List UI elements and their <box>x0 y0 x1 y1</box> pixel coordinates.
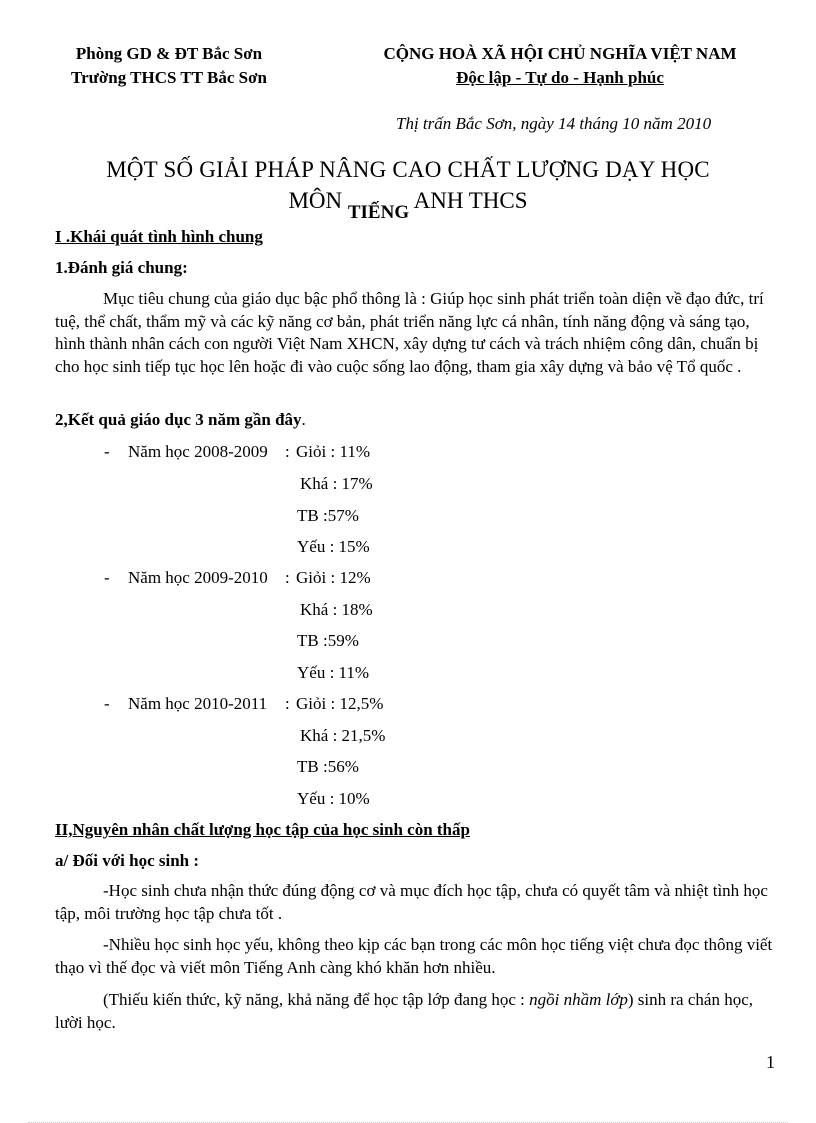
result-gioi: Giỏi : 11% <box>296 442 370 461</box>
result-kha: Khá : 17% <box>300 474 373 493</box>
year-separator: : <box>285 568 290 587</box>
section2-paragraph-1: -Học sinh chưa nhận thức đúng động cơ và mục đích học tập, chưa có quyết tâm và nhiệt tình học tập, môi trường học tập chưa tốt . <box>55 881 768 923</box>
section1-sub1-paragraph: Mục tiêu chung của giáo dục bậc phổ thông là : Giúp học sinh phát triển toàn diện về đạo đức, trí tuệ, thể chất, thẩm mỹ và các kỹ năng cơ bản, phát triển năng lực cá nhân, tính năng động và sáng tạo, hình thành nhân cách con người Việt Nam XHCN, xây dựng tư cách và trách nhiệm công dân, chuẩn bị cho học sinh tiếp tục học lên hoặc đi vào cuộc sống lao động, tham gia xây dựng và bảo vệ Tổ quốc . <box>55 289 764 376</box>
document-title-line1: MỘT SỐ GIẢI PHÁP NÂNG CAO CHẤT LƯỢNG DẠY HỌC <box>106 157 710 182</box>
section1-heading: I .Khái quát tình hình chung <box>55 227 263 246</box>
national-title: CỘNG HOÀ XÃ HỘI CHỦ NGHĨA VIỆT NAM <box>383 44 737 63</box>
section1-sub1-heading: 1.Đánh giá chung: <box>55 258 188 277</box>
title-word-tieng: TIẾNG <box>347 202 410 223</box>
result-tb: TB :56% <box>297 757 359 776</box>
year-bullet: - <box>104 694 110 713</box>
section2-sub-a-heading: a/ Đối với học sinh : <box>55 851 200 870</box>
school-name: Trường THCS TT Bắc Sơn <box>71 68 267 87</box>
year-separator: : <box>285 442 290 461</box>
result-yeu: Yếu : 15% <box>297 537 370 556</box>
year-bullet: - <box>104 442 110 461</box>
year-bullet: - <box>104 568 110 587</box>
section2-paragraph-2: -Nhiều học sinh học yếu, không theo kịp các bạn trong các môn học tiếng việt chưa đọc thông viết thạo vì thế đọc và viết môn Tiếng Anh càng khó khăn hơn nhiều. <box>55 935 773 977</box>
result-gioi: Giỏi : 12% <box>296 568 371 587</box>
section2-heading: II,Nguyên nhân chất lượng học tập của học sinh còn thấp <box>55 820 470 839</box>
title-word-mon: MÔN <box>288 188 343 213</box>
result-tb: TB :57% <box>297 506 359 525</box>
year-label: Năm học 2010-2011 <box>128 694 268 713</box>
result-yeu: Yếu : 11% <box>297 663 370 682</box>
result-yeu: Yếu : 10% <box>297 789 370 808</box>
document-date: Thị trấn Bắc Sơn, ngày 14 tháng 10 năm 2010 <box>396 114 712 133</box>
section2-paragraph-3: (Thiếu kiến thức, kỹ năng, khả năng để học tập lớp đang học : ngồi nhầm lớp) sinh ra chán học, lười học. <box>55 990 753 1032</box>
result-gioi: Giỏi : 12,5% <box>296 694 384 713</box>
section1-sub2-heading: 2,Kết quả giáo dục 3 năm gần đây. <box>55 410 306 429</box>
result-kha: Khá : 21,5% <box>300 726 386 745</box>
title-word-anh-thcs: ANH THCS <box>413 188 528 213</box>
year-label: Năm học 2009-2010 <box>128 568 268 587</box>
document-title-line2 <box>0 188 816 223</box>
department-name: Phòng GD & ĐT Bắc Sơn <box>75 44 263 63</box>
result-tb: TB :59% <box>297 631 359 650</box>
result-kha: Khá : 18% <box>300 600 373 619</box>
year-separator: : <box>285 694 290 713</box>
page-number: 1 <box>766 1052 775 1072</box>
year-label: Năm học 2008-2009 <box>128 442 268 461</box>
national-motto: Độc lập - Tự do - Hạnh phúc <box>456 68 664 87</box>
